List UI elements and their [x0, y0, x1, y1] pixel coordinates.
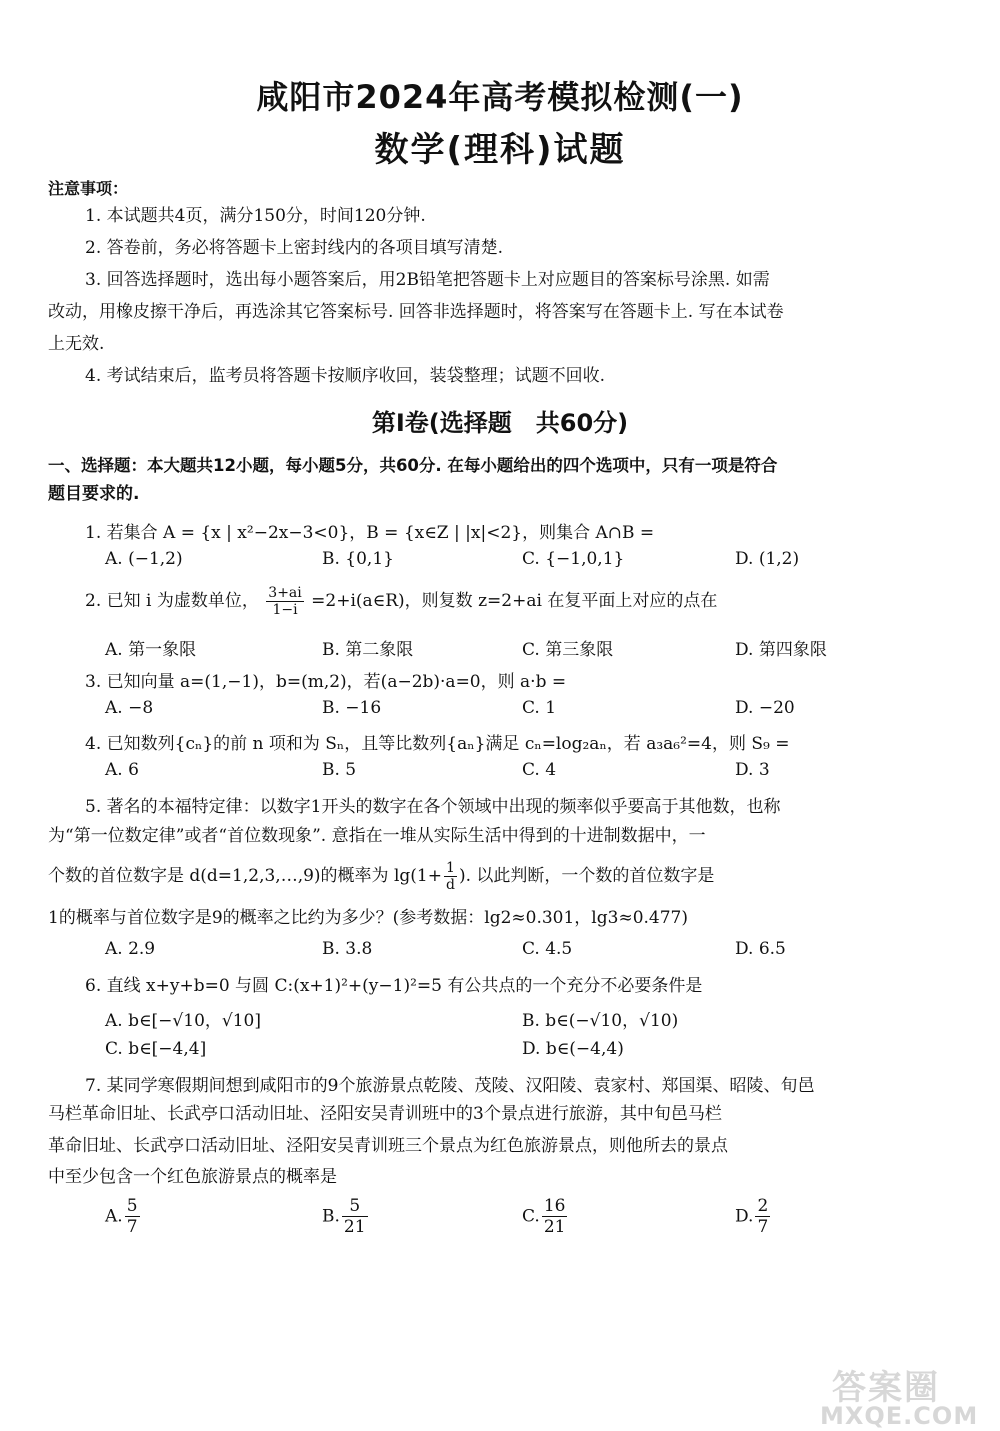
exam-subtitle: 数学(理科)试题: [374, 130, 626, 170]
question-5-option-c: C. 4.5: [522, 939, 573, 959]
question-7-option-a: [105, 1196, 142, 1237]
option-letter: B.: [322, 1206, 340, 1227]
question-2-fraction: [266, 585, 303, 618]
question-1-option-c: C. {−1,0,1}: [522, 549, 625, 569]
option-letter: A.: [105, 1206, 123, 1227]
question-2-option-b: B. 第二象限: [322, 640, 414, 660]
watermark-logo: [812, 1360, 992, 1430]
fraction-denominator: 21: [343, 1217, 366, 1237]
exam-title: 咸阳市2024年高考模拟检测(一): [256, 78, 744, 116]
fraction-numerator: 2: [757, 1196, 769, 1216]
question-5-option-a: A. 2.9: [105, 939, 156, 959]
question-3-option-d: D. −20: [735, 698, 795, 718]
question-4-option-a: A. 6: [105, 760, 139, 780]
question-7-option-c: [522, 1196, 569, 1237]
fraction-numerator: 16: [543, 1196, 566, 1216]
question-5-line: [48, 860, 714, 893]
option-letter: D.: [735, 1206, 754, 1227]
notice-item: 3. 回答选择题时，选出每小题答案后，用2B铅笔把答题卡上对应题目的答案标号涂黑. 如需: [85, 270, 770, 290]
question-5-text: 个数的首位数字是 d(d=1,2,3,…,9)的概率为 lg(1+: [48, 866, 442, 886]
question-4-option-c: C. 4: [522, 760, 557, 780]
question-7-line: 马栏革命旧址、长武亭口活动旧址、泾阳安吴青训班中的3个景点进行旅游，其中旬邑马栏: [48, 1104, 722, 1124]
question-5-option-b: B. 3.8: [322, 939, 373, 959]
question-1-option-a: A. (−1,2): [105, 549, 183, 569]
question-1-option-d: D. (1,2): [735, 549, 800, 569]
notice-item: 改动，用橡皮擦干净后，再选涂其它答案标号. 回答非选择题时，将答案写在答题卡上. 写在本试卷: [48, 302, 784, 322]
fraction-denominator: 1−i: [272, 602, 298, 618]
option-fraction: [342, 1196, 368, 1237]
question-5-line: 1的概率与首位数字是9的概率之比约为多少？(参考数据：lg2≈0.301，lg3≈0.477): [48, 908, 688, 928]
section-intro-line: 题目要求的.: [48, 484, 140, 504]
question-2-option-d: D. 第四象限: [735, 640, 827, 660]
question-1-stem: 1. 若集合 A = {x | x²−2x−3<0}，B = {x∈Z | |x|<2}，则集合 A∩B =: [85, 523, 655, 543]
question-3-option-b: B. −16: [322, 698, 382, 718]
question-5-line: 为“第一位数定律”或者“首位数现象”. 意指在一堆从实际生活中得到的十进制数据中，一: [48, 826, 706, 846]
question-5-text: ). 以此判断，一个数的首位数字是: [458, 866, 715, 886]
question-3-stem: 3. 已知向量 a=(1,−1)，b=(m,2)，若(a−2b)·a=0，则 a·b =: [85, 672, 567, 692]
section-intro-line: 一、选择题：本大题共12小题，每小题5分，共60分. 在每小题给出的四个选项中，只有一项是符合: [48, 456, 778, 475]
question-6-option-a: A. b∈[−√10，√10]: [105, 1011, 261, 1031]
option-letter: C.: [522, 1206, 540, 1227]
question-2-option-c: C. 第三象限: [522, 640, 614, 660]
section-intro: [48, 452, 910, 508]
question-2-option-a: A. 第一象限: [105, 640, 197, 660]
notice-item: 上无效.: [48, 334, 105, 354]
question-6-stem: 6. 直线 x+y+b=0 与圆 C:(x+1)²+(y−1)²=5 有公共点的一个充分不必要条件是: [85, 976, 703, 996]
question-5-option-d: D. 6.5: [735, 939, 786, 959]
fraction-denominator: 7: [757, 1217, 769, 1237]
question-6-option-c: C. b∈[−4,4]: [105, 1039, 207, 1059]
question-4-option-b: B. 5: [322, 760, 357, 780]
question-7-line: 7. 某同学寒假期间想到咸阳市的9个旅游景点乾陵、茂陵、汉阳陵、袁家村、郑国渠、昭陵、旬邑: [85, 1076, 815, 1096]
fraction-numerator: 5: [342, 1196, 368, 1217]
question-7-line: 革命旧址、长武亭口活动旧址、泾阳安吴青训班三个景点为红色旅游景点，则他所去的景点: [48, 1136, 728, 1156]
question-6-option-b: B. b∈(−√10，√10): [522, 1011, 679, 1031]
fraction-denominator: 21: [543, 1217, 566, 1237]
option-fraction: [755, 1196, 770, 1237]
notice-item: 4. 考试结束后，监考员将答题卡按顺序收回，装袋整理；试题不回收.: [85, 366, 606, 386]
question-4-option-d: D. 3: [735, 760, 770, 780]
notice-item: 1. 本试题共4页，满分150分，时间120分钟.: [85, 206, 426, 226]
question-2-text: =2+i(a∈R)，则复数 z=2+ai 在复平面上对应的点在: [311, 591, 718, 611]
question-3-option-a: A. −8: [105, 698, 154, 718]
fraction-numerator: 1: [444, 860, 457, 877]
notice-heading: 注意事项：: [48, 179, 129, 198]
question-3-option-c: C. 1: [522, 698, 557, 718]
question-2-text: 2. 已知 i 为虚数单位，: [85, 591, 259, 611]
question-5-fraction: [444, 860, 457, 893]
question-4-stem: 4. 已知数列{cₙ}的前 n 项和为 Sₙ，且等比数列{aₙ}满足 cₙ=log₂aₙ，若 a₃a₆²=4，则 S₉ =: [85, 734, 790, 754]
option-fraction: [125, 1196, 140, 1237]
question-7-option-d: [735, 1196, 772, 1237]
question-7-option-b: [322, 1196, 370, 1237]
fraction-denominator: 7: [126, 1217, 138, 1237]
question-2-stem: [85, 585, 915, 618]
notice-item: 2. 答卷前，务必将答题卡上密封线内的各项目填写清楚.: [85, 238, 504, 258]
section-title: 第Ⅰ卷(选择题 共60分): [371, 409, 629, 437]
fraction-numerator: 5: [126, 1196, 138, 1216]
question-6-option-d: D. b∈(−4,4): [522, 1039, 624, 1059]
question-1-option-b: B. {0,1}: [322, 549, 394, 569]
fraction-numerator: 3+ai: [268, 585, 302, 601]
question-5-line: 5. 著名的本福特定律：以数字1开头的数字在各个领域中出现的频率似乎要高于其他数，也称: [85, 797, 781, 817]
option-fraction: [542, 1196, 568, 1237]
fraction-denominator: d: [445, 877, 455, 893]
question-7-line: 中至少包含一个红色旅游景点的概率是: [48, 1167, 337, 1187]
watermark-text: 答案圈: [832, 1368, 940, 1408]
watermark-url: MXQE.COM: [820, 1402, 979, 1430]
